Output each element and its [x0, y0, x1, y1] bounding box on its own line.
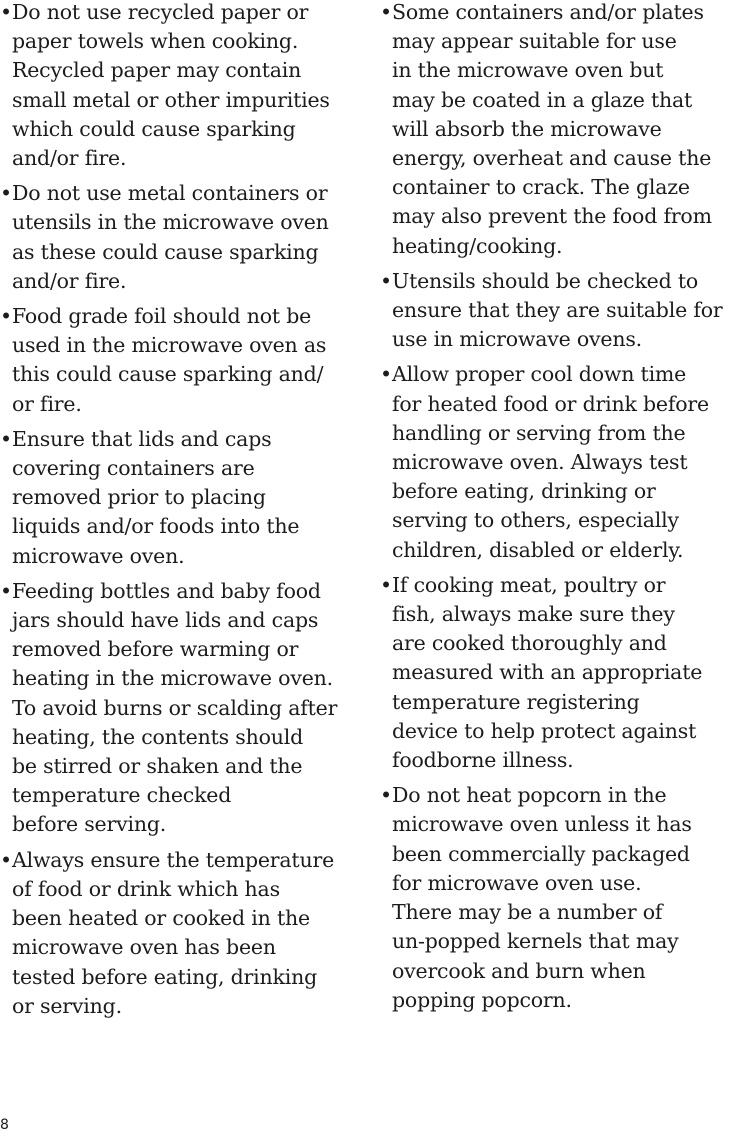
- text-line: If cooking meat, poultry or: [392, 572, 666, 597]
- text-line: jars should have lids and caps: [12, 608, 319, 633]
- right-column: [380, 0, 730, 1021]
- text-line: overcook and burn when: [392, 958, 646, 983]
- text-line: and/or fire.: [12, 146, 127, 171]
- text-line: before eating, drinking or: [392, 479, 656, 504]
- text-line: of food or drink which has: [12, 876, 280, 901]
- text-line: this could cause sparking and/: [12, 362, 324, 387]
- text-line: temperature checked: [12, 783, 232, 808]
- text-line: microwave oven.: [12, 543, 185, 568]
- bullet-point: •: [0, 0, 12, 24]
- bullet-point: •: [0, 426, 12, 451]
- text-line: There may be a number of: [392, 900, 663, 925]
- bullet-item: [380, 781, 730, 1015]
- text-line: will absorb the microwave: [392, 116, 662, 141]
- text-line: are cooked thoroughly and: [392, 631, 667, 656]
- text-line: foodborne illness.: [392, 748, 574, 773]
- bullet-item: [380, 267, 730, 355]
- bullet-point: •: [0, 304, 12, 329]
- text-line: microwave oven has been: [12, 935, 276, 960]
- text-line: in the microwave oven but: [392, 58, 664, 83]
- text-line: may be coated in a glaze that: [392, 87, 693, 112]
- text-line: handling or serving from the: [392, 420, 686, 445]
- text-line: liquids and/or foods into the: [12, 514, 300, 539]
- bullet-point: •: [0, 181, 12, 206]
- text-line: removed prior to placing: [12, 485, 266, 510]
- bullet-text: [12, 425, 352, 571]
- text-line: utensils in the microwave oven: [12, 210, 329, 235]
- text-line: Always ensure the temperature: [12, 847, 334, 872]
- bullet-item: [380, 360, 730, 564]
- text-line: Do not heat popcorn in the: [392, 783, 667, 808]
- text-line: Food grade foil should not be: [12, 304, 312, 329]
- text-line: and/or fire.: [12, 268, 127, 293]
- text-line: un-popped kernels that may: [392, 929, 679, 954]
- text-line: for heated food or drink before: [392, 391, 709, 416]
- text-line: or serving.: [12, 993, 122, 1018]
- bullet-item: [0, 0, 352, 173]
- bullet-text: [392, 267, 730, 355]
- text-line: Ensure that lids and caps: [12, 426, 272, 451]
- page-number: 8: [0, 1117, 9, 1133]
- bullet-text: [12, 846, 352, 1021]
- text-line: Some containers and/or plates: [392, 0, 704, 24]
- text-line: for microwave oven use.: [392, 870, 642, 895]
- text-line: removed before warming or: [12, 637, 299, 662]
- bullet-item: [0, 425, 352, 571]
- text-line: measured with an appropriate: [392, 660, 703, 685]
- bullet-item: [0, 577, 352, 840]
- bullet-point: •: [380, 362, 392, 387]
- text-line: device to help protect against: [392, 718, 697, 743]
- bullet-text: [12, 577, 352, 840]
- bullet-item: [0, 179, 352, 296]
- text-line: covering containers are: [12, 456, 255, 481]
- text-line: small metal or other impurities: [12, 87, 330, 112]
- text-line: Utensils should be checked to: [392, 268, 699, 293]
- bullet-item: [0, 302, 352, 419]
- bullet-text: [392, 0, 730, 261]
- bullet-item: [380, 571, 730, 775]
- text-line: Do not use metal containers or: [12, 181, 328, 206]
- text-line: children, disabled or elderly.: [392, 537, 684, 562]
- bullet-point: •: [0, 847, 12, 872]
- text-line: Do not use recycled paper or: [12, 0, 309, 24]
- text-line: popping popcorn.: [392, 987, 572, 1012]
- bullet-text: [392, 571, 730, 775]
- text-line: Recycled paper may contain: [12, 58, 302, 83]
- bullet-text: [12, 179, 352, 296]
- bullet-text: [12, 302, 352, 419]
- text-line: Feeding bottles and baby food: [12, 578, 321, 603]
- text-line: energy, overheat and cause the: [392, 146, 712, 171]
- text-line: container to crack. The glaze: [392, 175, 690, 200]
- text-line: which could cause sparking: [12, 116, 296, 141]
- text-line: microwave oven. Always test: [392, 450, 688, 475]
- text-line: ensure that they are suitable for: [392, 298, 723, 323]
- text-line: heating in the microwave oven.: [12, 666, 333, 691]
- bullet-item: [380, 0, 730, 261]
- text-line: To avoid burns or scalding after: [12, 695, 338, 720]
- text-line: serving to others, especially: [392, 508, 679, 533]
- text-line: microwave oven unless it has: [392, 812, 692, 837]
- text-line: been heated or cooked in the: [12, 906, 310, 931]
- text-line: been commercially packaged: [392, 841, 690, 866]
- bullet-point: •: [380, 783, 392, 808]
- text-line: be stirred or shaken and the: [12, 754, 303, 779]
- text-line: or fire.: [12, 391, 82, 416]
- text-line: tested before eating, drinking: [12, 964, 318, 989]
- text-line: may appear suitable for use: [392, 29, 677, 54]
- text-line: before serving.: [12, 812, 167, 837]
- bullet-text: [12, 0, 352, 173]
- text-line: temperature registering: [392, 689, 640, 714]
- text-line: fish, always make sure they: [392, 602, 675, 627]
- bullet-item: [0, 846, 352, 1021]
- bullet-point: •: [0, 578, 12, 603]
- text-line: may also prevent the food from: [392, 204, 712, 229]
- left-column: [0, 0, 352, 1027]
- text-line: paper towels when cooking.: [12, 29, 299, 54]
- bullet-point: •: [380, 268, 392, 293]
- text-line: as these could cause sparking: [12, 239, 319, 264]
- bullet-text: [392, 781, 730, 1015]
- text-line: used in the microwave oven as: [12, 333, 327, 358]
- text-line: use in microwave ovens.: [392, 327, 642, 352]
- bullet-point: •: [380, 0, 392, 24]
- text-line: heating/cooking.: [392, 233, 563, 258]
- text-line: heating, the contents should: [12, 724, 304, 749]
- bullet-text: [392, 360, 730, 564]
- text-line: Allow proper cool down time: [392, 362, 687, 387]
- bullet-point: •: [380, 572, 392, 597]
